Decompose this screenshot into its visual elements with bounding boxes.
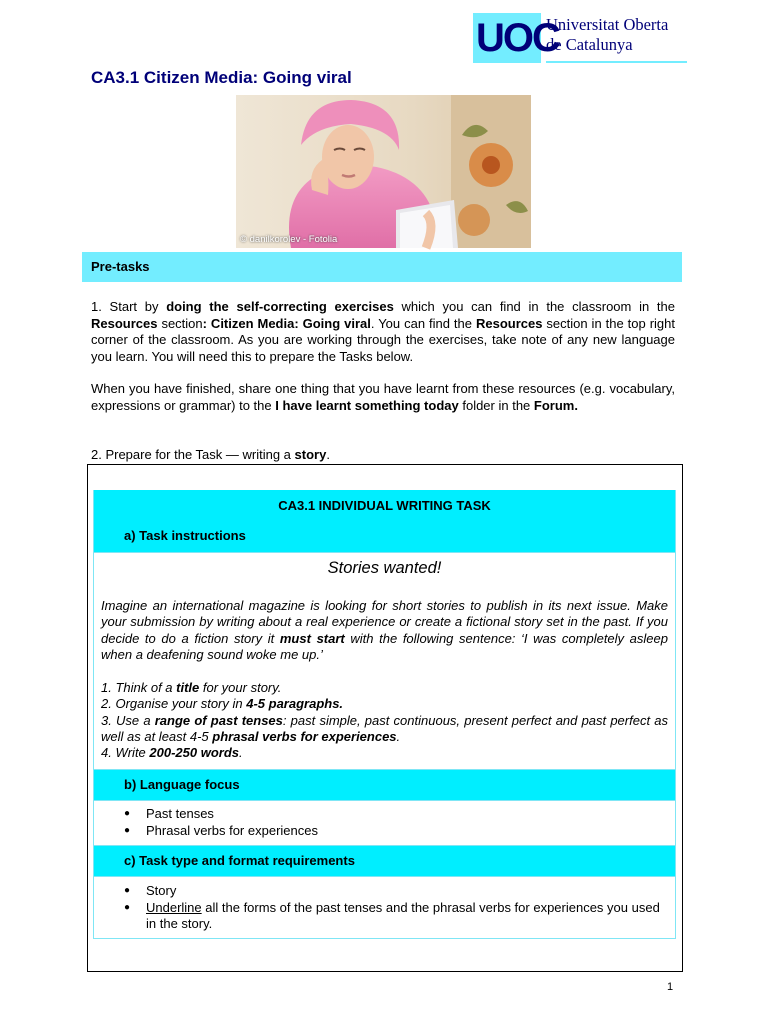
stories-heading: Stories wanted! xyxy=(327,559,442,577)
text-run: : past simple, past continuous, present perfect and past perfect as well as at least 4-5 xyxy=(101,712,668,744)
task-title-block xyxy=(93,490,676,552)
uoc-logo xyxy=(473,13,687,63)
language-focus-block xyxy=(93,800,676,846)
task-title: CA3.1 INDIVIDUAL WRITING TASK xyxy=(278,498,491,513)
bold-run: : Citizen Media: Going viral xyxy=(202,315,371,331)
text-run: When you have finished, share one thing that you have learnt from these resources (e.g. vocabulary, expressions or grammar) to the xyxy=(91,381,675,413)
text-run: 2. Organise your story in xyxy=(101,696,247,712)
text-run: . xyxy=(239,745,243,761)
pretasks-paragraph-2 xyxy=(91,381,675,414)
photo-credit: © danilkorolev - Fotolia xyxy=(240,234,338,245)
university-name-line2: de Catalunya xyxy=(546,35,633,54)
text-run: section in the top right corner of the classroom. As you are working through the exercises, take note of any new language you learn. You will need this to prepare the Tasks below. xyxy=(91,315,675,365)
text-run: . You can find the xyxy=(370,315,476,331)
text-run: 2. Prepare for the Task — writing a xyxy=(91,447,295,462)
text-run: all the forms of the past tenses and the phrasal verbs for experiences you used in the story. xyxy=(146,899,660,931)
format-list xyxy=(124,883,664,933)
section-c-bar xyxy=(93,846,676,876)
bold-run: I have learnt something today xyxy=(275,397,459,413)
section-c-heading: c) Task type and format requirements xyxy=(124,853,355,868)
text-run: 4. Write xyxy=(101,745,150,761)
pretasks-paragraph-3 xyxy=(91,447,675,464)
pretasks-heading-bar xyxy=(82,252,682,282)
text-run: 3. Use a xyxy=(101,712,155,728)
text-run: with the following sentence: ‘I was completely asleep when a deafening sound woke me up.’ xyxy=(101,630,668,662)
woman-with-tablet-photo xyxy=(236,95,531,248)
bold-run: title xyxy=(176,680,200,695)
bold-run: phrasal verbs for experiences xyxy=(212,728,397,744)
bold-run: Resources xyxy=(91,315,158,331)
task-intro xyxy=(101,598,668,663)
photo-illustration xyxy=(236,95,531,248)
text-run: . xyxy=(396,728,401,744)
text-run: . xyxy=(326,447,330,462)
bold-run: 4-5 paragraphs. xyxy=(246,696,344,712)
list-item: ● Phrasal verbs for experiences xyxy=(124,823,318,840)
list-item: ● Past tenses xyxy=(124,806,318,823)
list-item: ● Story xyxy=(124,883,664,900)
bold-run: story xyxy=(294,447,327,462)
bold-run: Forum. xyxy=(533,397,578,413)
page-number: 1 xyxy=(667,981,674,993)
university-name xyxy=(546,15,687,61)
bold-run: doing the self-correcting exercises xyxy=(166,299,394,314)
section-a-heading: a) Task instructions xyxy=(124,528,246,543)
text-run: section xyxy=(157,315,203,331)
task-step-4 xyxy=(101,745,668,761)
text-run: folder in the xyxy=(458,397,534,413)
logo-mark: UOC xyxy=(476,16,559,60)
underlined-run: Underline xyxy=(146,899,202,915)
document-title: CA3.1 Citizen Media: Going viral xyxy=(91,68,352,87)
section-b-bar xyxy=(93,770,676,800)
task-step-2 xyxy=(101,696,668,712)
bold-run: must start xyxy=(279,630,345,646)
task-step-1 xyxy=(101,680,668,696)
university-name-line1: Universitat Oberta xyxy=(546,15,669,34)
format-requirements-block xyxy=(93,876,676,939)
text-run: for your story. xyxy=(199,680,282,695)
language-focus-list xyxy=(124,806,318,839)
pretasks-heading: Pre-tasks xyxy=(91,259,150,274)
list-item xyxy=(124,900,664,933)
text-run: which you can find in the classroom in the xyxy=(393,299,675,314)
task-instructions-block xyxy=(93,552,676,770)
task-step-3 xyxy=(101,713,668,746)
bold-run: Resources xyxy=(475,315,543,331)
bold-run: 200-250 words xyxy=(149,745,240,761)
task-steps xyxy=(101,680,668,761)
bold-run: range of past tenses xyxy=(154,712,283,728)
logo-rule xyxy=(546,61,687,63)
text-run: 1. Think of a xyxy=(101,680,177,695)
text-run: 1. Start by xyxy=(91,299,167,314)
section-b-heading: b) Language focus xyxy=(124,777,240,792)
text-run: Imagine an international magazine is looking for short stories to publish in its next issue. Make your submission by writing about a real experience or create a fictional story set in the past. If you decide to do a fiction story it xyxy=(101,598,668,646)
pretasks-paragraph-1 xyxy=(91,299,675,366)
logo-mark-box xyxy=(473,13,559,63)
